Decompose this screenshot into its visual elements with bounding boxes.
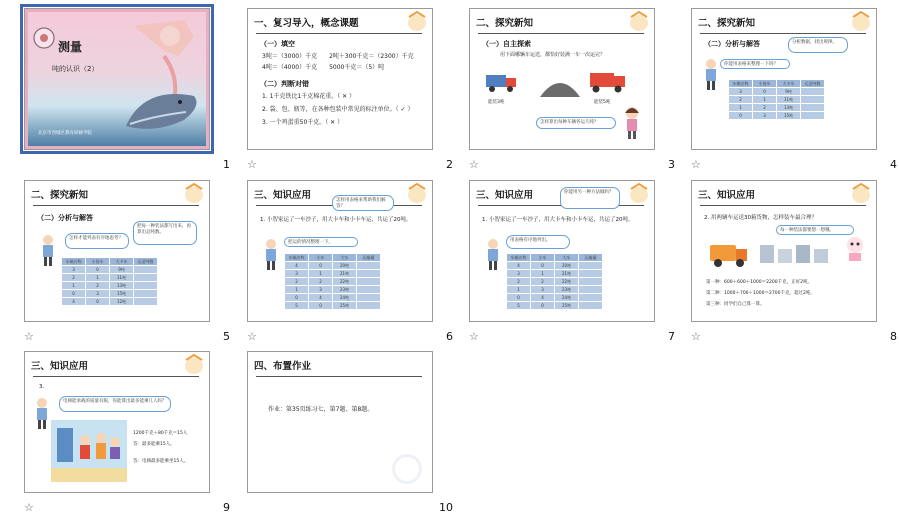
slide-thumb-6[interactable]	[247, 180, 455, 352]
slide-number: 5	[223, 330, 230, 343]
section-heading: （二）分析与解答	[37, 214, 93, 222]
watermark-logo-icon	[392, 454, 422, 484]
boy-character-icon	[484, 237, 502, 273]
slide-number: 10	[439, 501, 453, 514]
slide-title: 三、知识应用	[476, 190, 534, 201]
slide-canvas[interactable]	[24, 351, 210, 493]
slide-number: 6	[446, 330, 453, 343]
transition-star-icon: ☆	[691, 158, 701, 171]
transition-star-icon: ☆	[247, 158, 257, 171]
slide-thumb-7[interactable]	[469, 180, 677, 352]
transition-star-icon: ☆	[469, 158, 479, 171]
cartoon-corner-icon	[405, 11, 429, 33]
task-text: 2. 用两辆车运送30箱货物，怎样装车最合理？	[704, 215, 817, 221]
data-table: 车辆名称 小车 大车 运输量 4 0 20吨 3 1 21吨 2 2 22吨 1 3 23吨 0 4 24吨 5 0 25吨	[506, 253, 603, 310]
slide-thumb-4[interactable]	[691, 8, 899, 180]
text-line: 4吨＝（4000）千克 5000千克＝（5）吨	[262, 64, 385, 71]
cartoon-corner-icon	[849, 183, 873, 205]
slide-canvas[interactable]	[24, 180, 210, 322]
girl-character-icon	[620, 105, 644, 141]
cover-subtitle: 吨的认识（2）	[52, 65, 99, 73]
slide-thumb-2[interactable]	[247, 8, 455, 180]
task-text: 1. 小智家运了一车沙子，用大卡车和小卡车运，共运了20吨。	[482, 217, 634, 223]
title-divider	[700, 33, 866, 34]
boy-character-icon	[702, 57, 720, 93]
speech-bubble: 把每一种装法都写出来，再算出总吨数。	[133, 221, 197, 245]
transition-star-icon: ☆	[24, 501, 34, 514]
cartoon-corner-icon	[627, 183, 651, 205]
slide-thumb-3[interactable]	[469, 8, 677, 180]
slide-title: 三、知识应用	[254, 190, 312, 201]
section-heading: （二）判断对错	[260, 80, 309, 88]
big-truck-icon	[588, 67, 628, 95]
task-text: 3.	[39, 384, 45, 390]
section-heading: （一）自主探索	[482, 40, 531, 48]
slide-canvas[interactable]	[469, 180, 655, 322]
truck-label: 能装5吨	[594, 100, 611, 105]
section-heading: （一）填空	[260, 40, 295, 48]
speech-bubble: 分析数据，找出规律。	[788, 37, 848, 53]
boy-character-icon	[262, 237, 280, 273]
slide-number: 8	[890, 330, 897, 343]
text-line: 3吨＝（3000）千克 2吨＋300千克＝（2300）千克	[262, 53, 414, 60]
speech-bubble: 你能用另一种方法做吗？	[560, 187, 620, 209]
task-text: 1. 小智家运了一车沙子，用大卡车和小卡车运，共运了20吨。	[260, 217, 412, 223]
slide-title: 二、探究新知	[698, 18, 756, 29]
whale-illustration-icon	[124, 16, 204, 136]
slide-thumb-5[interactable]	[24, 180, 232, 352]
speech-bubble: 把运的情况整理一下。	[284, 237, 358, 247]
small-truck-icon	[484, 69, 520, 95]
title-divider	[256, 33, 422, 34]
boy-character-icon	[39, 233, 57, 269]
data-table: 车辆名称 小车 大车 运输量 4 0 20吨 3 1 21吨 2 2 22吨 1 3 23吨 0 4 24吨 5 0 25吨	[284, 253, 381, 310]
text-line: 3. 一个鸡蛋重50千克。（ ✕ ）	[262, 119, 344, 126]
slide-canvas[interactable]	[691, 180, 877, 322]
sand-pile-icon	[538, 75, 582, 99]
section-heading: （二）分析与解答	[704, 40, 760, 48]
appliance-boxes-icon	[758, 241, 832, 267]
text-line: 2. 袋、包、瓶等，在各种包装中常见的标注单位。（ ✓ ）	[262, 106, 414, 113]
slide-thumb-10[interactable]	[247, 351, 455, 523]
elevator-scene-icon	[51, 420, 127, 482]
text-line: 1. 1千克铁比1千克棉花重。（ ✕ ）	[262, 93, 356, 100]
slide-number: 4	[890, 158, 897, 171]
transition-star-icon: ☆	[24, 330, 34, 343]
cartoon-corner-icon	[849, 11, 873, 33]
cover-footer: 北京市西城区教育研修学院	[38, 131, 92, 136]
slide-title: 一、复习导入，概念课题	[254, 18, 359, 29]
title-divider	[700, 205, 866, 206]
text-line: 第一种：600＋600＋1000＝2200千克，正好2吨。	[706, 280, 812, 285]
speech-bubble: 每一种装法都要想一想哦。	[776, 225, 854, 235]
slide-title: 三、知识应用	[31, 361, 89, 372]
slide-title: 二、探究新知	[31, 190, 89, 201]
data-table: 车辆名称 小货车 大卡车 运送吨数 3 0 9吨 2 1 11吨 1 2 13吨 0 3 15吨 4 0 12吨	[61, 257, 158, 306]
slide-canvas[interactable]	[691, 8, 877, 150]
prompt-text: 用下面哪辆车运送，都恰好装满一车一次运完？	[500, 52, 606, 58]
slide-canvas[interactable]	[247, 351, 433, 493]
transition-star-icon: ☆	[691, 330, 701, 343]
cartoon-corner-icon	[405, 183, 429, 205]
cartoon-character-icon	[842, 235, 868, 263]
speech-bubble: 怎样用表格来帮助我们解答？	[332, 195, 394, 211]
slide-thumb-8[interactable]	[691, 180, 899, 352]
slide-thumb-9[interactable]	[24, 351, 232, 523]
title-divider	[33, 376, 199, 377]
cartoon-corner-icon	[182, 354, 206, 376]
slide-canvas[interactable]	[247, 8, 433, 150]
title-divider	[33, 205, 199, 206]
speech-bubble: 你能用表格来整理一下吗？	[720, 59, 790, 69]
slide-number: 7	[668, 330, 675, 343]
slide-number: 1	[223, 158, 230, 171]
cover-background	[28, 12, 206, 146]
text-line: 答：电梯最多能乘坐15人。	[133, 459, 189, 464]
transition-star-icon: ☆	[469, 330, 479, 343]
speech-bubble: 电梯能承载的质量有限，你能算出最多能乘几人吗？	[59, 396, 171, 412]
text-line: 第三种：同学们自己算一算。	[706, 302, 765, 307]
slide-canvas[interactable]	[247, 180, 433, 322]
homework-text: 作业：第35页练习七，第7题、第8题。	[268, 406, 374, 413]
slide-title: 四、布置作业	[254, 361, 312, 372]
cover-title: 测量	[58, 40, 83, 54]
speech-bubble: 用表格有序地列出。	[506, 235, 570, 249]
data-table: 车辆名称 小货车 大卡车 运送吨数 3 0 9吨 2 1 11吨 1 2 13吨 0 3 15吨	[728, 79, 825, 120]
slide-number: 2	[446, 158, 453, 171]
cartoon-corner-icon	[182, 183, 206, 205]
slide-number: 9	[223, 501, 230, 514]
orange-truck-icon	[708, 239, 750, 269]
slide-number: 3	[668, 158, 675, 171]
title-divider	[478, 33, 644, 34]
speech-bubble: 怎样才能列表有序地思考？	[65, 233, 129, 249]
text-line: 1200千克＋80千克＝15人	[133, 431, 188, 436]
speech-bubble: 怎样算出每种车辆各运几吨？	[536, 117, 616, 129]
slide-title: 二、探究新知	[476, 18, 534, 29]
boy-character-icon	[33, 396, 51, 432]
truck-label: 能装3吨	[488, 100, 505, 105]
text-line: 答：最多能乘15人。	[133, 442, 175, 447]
slide-canvas[interactable]	[469, 8, 655, 150]
text-line: 第二种：1000＋700＋1000＝2700千克，超过2吨。	[706, 291, 815, 296]
slide-canvas[interactable]	[24, 8, 210, 150]
slide-thumb-1[interactable]	[24, 8, 232, 180]
title-divider	[256, 376, 422, 377]
cartoon-corner-icon	[627, 11, 651, 33]
circle-badge-icon	[32, 26, 56, 50]
slide-title: 三、知识应用	[698, 190, 756, 201]
transition-star-icon: ☆	[247, 330, 257, 343]
